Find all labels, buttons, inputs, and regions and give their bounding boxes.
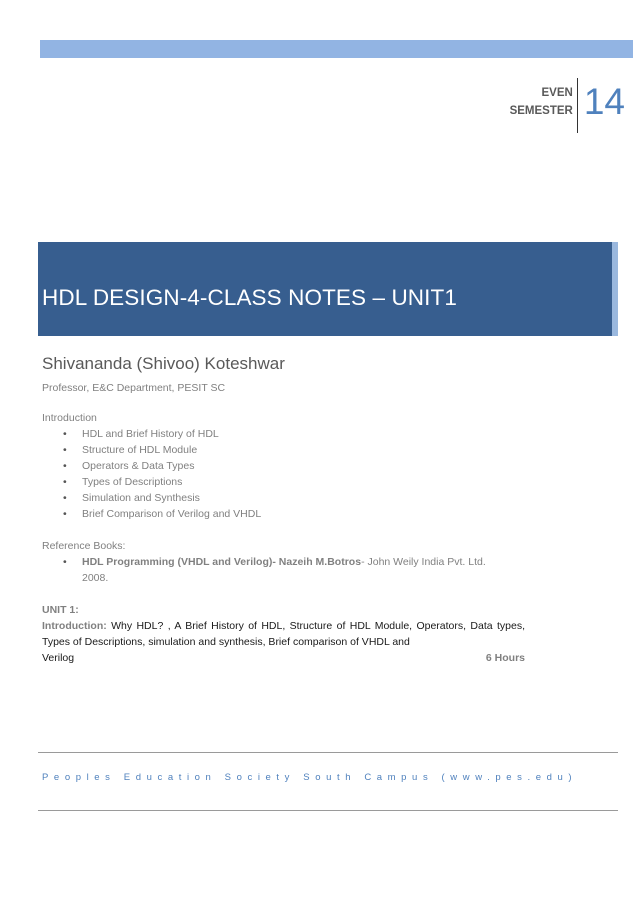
title-band-edge [612, 242, 618, 336]
unit-last-word: Verilog [42, 652, 75, 664]
list-item: • Brief Comparison of Verilog and VHDL [42, 506, 525, 522]
author-affiliation: Professor, E&C Department, PESIT SC [42, 382, 226, 394]
intro-list [42, 426, 525, 522]
list-item: • Simulation and Synthesis [42, 490, 525, 506]
reference-item [42, 554, 525, 586]
reference-list [42, 554, 525, 586]
reference-book-year: 2008. [82, 572, 109, 584]
document-body [42, 410, 525, 666]
reference-book-title: HDL Programming (VHDL and Verilog)- Nazeih M.Botros [82, 556, 362, 568]
list-item: • Operators & Data Types [42, 458, 525, 474]
header-accent-band [40, 40, 633, 58]
unit-description [42, 618, 525, 650]
semester-line1: EVEN [541, 87, 573, 99]
unit-heading: UNIT 1: [42, 604, 79, 616]
semester-year: 14 [583, 81, 625, 122]
semester-divider [577, 78, 578, 133]
unit-hours-line [42, 650, 525, 666]
footer-text: Peoples Education Society South Campus (www.pes.edu) [42, 772, 578, 783]
list-item: • HDL and Brief History of HDL [42, 426, 525, 442]
footer-rule-bottom [38, 810, 618, 811]
document-title: HDL DESIGN-4-CLASS NOTES – UNIT1 [42, 285, 457, 310]
unit-hours: 6 Hours [485, 652, 525, 664]
unit-topics: Why HDL? , A Brief History of HDL, Structure of HDL Module, Operators, Data types, Types of Descriptions, simulation and synthesis, Brief comparison of VHDL and [42, 620, 525, 648]
semester-label [510, 78, 577, 120]
intro-heading: Introduction [42, 412, 97, 424]
footer-rule-top [38, 752, 618, 753]
reference-heading: Reference Books: [42, 540, 126, 552]
author-name: Shivananda (Shivoo) Koteshwar [42, 354, 285, 373]
reference-book-publisher: - John Weily India Pvt. Ltd. [361, 556, 486, 568]
unit-intro-label: Introduction: [42, 620, 107, 632]
list-item: • Structure of HDL Module [42, 442, 525, 458]
semester-block [510, 78, 625, 134]
list-item: • Types of Descriptions [42, 474, 525, 490]
semester-line2: SEMESTER [509, 105, 573, 117]
